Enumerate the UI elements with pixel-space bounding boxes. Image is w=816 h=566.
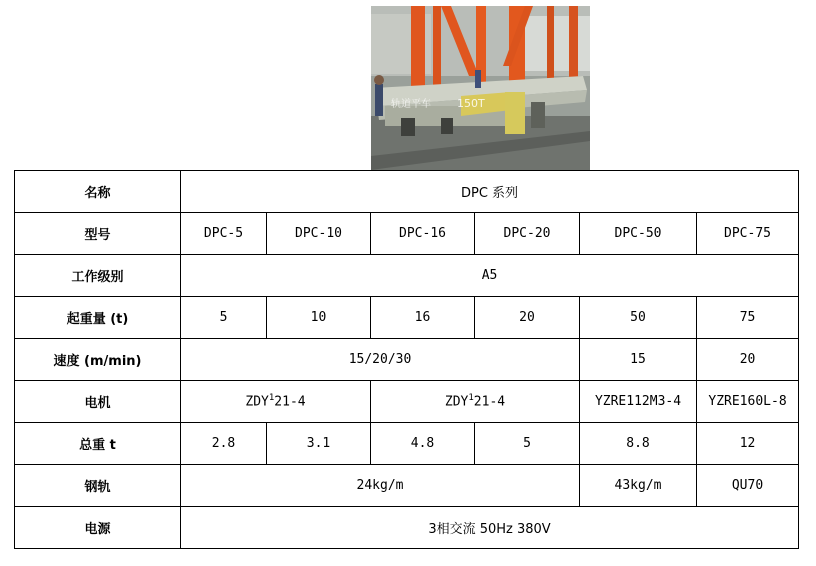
spec-table	[14, 170, 799, 549]
table-cell: DPC-5	[181, 213, 267, 255]
table-cell: 3相交流 50Hz 380V	[181, 507, 799, 549]
table-cell: 5	[475, 423, 580, 465]
table-row	[15, 339, 799, 381]
table-row	[15, 507, 799, 549]
table-cell: QU70	[697, 465, 799, 507]
table-cell: 16	[371, 297, 475, 339]
table-cell: DPC-20	[475, 213, 580, 255]
table-cell: A5	[181, 255, 799, 297]
table-cell: 4.8	[371, 423, 475, 465]
table-cell: DPC-75	[697, 213, 799, 255]
table-cell: 2.8	[181, 423, 267, 465]
table-cell: 3.1	[267, 423, 371, 465]
cell-text: ZDY	[444, 394, 469, 410]
table-cell: 10	[267, 297, 371, 339]
table-cell: 15	[580, 339, 697, 381]
row-label: 工作级别	[15, 255, 181, 297]
row-label: 总重 t	[15, 423, 181, 465]
table-row	[15, 381, 799, 423]
row-label: 电机	[15, 381, 181, 423]
cell-superscript: 1	[468, 393, 474, 404]
table-cell: 15/20/30	[181, 339, 580, 381]
table-row	[15, 297, 799, 339]
transfer-cart-illustration	[371, 6, 590, 170]
capacity-plate-text: 150T	[457, 97, 485, 110]
row-label: 钢轨	[15, 465, 181, 507]
table-cell: DPC-10	[267, 213, 371, 255]
table-cell	[181, 381, 371, 423]
row-label: 起重量 (t)	[15, 297, 181, 339]
table-cell: 12	[697, 423, 799, 465]
cell-superscript: 1	[268, 393, 275, 404]
table-cell: 20	[697, 339, 799, 381]
table-cell: 50	[580, 297, 697, 339]
cell-text-tail: 21-4	[473, 394, 506, 410]
table-row	[15, 213, 799, 255]
table-row	[15, 465, 799, 507]
table-cell: DPC-16	[371, 213, 475, 255]
spec-table-body	[15, 171, 799, 549]
row-label: 型号	[15, 213, 181, 255]
product-photo	[371, 6, 590, 170]
table-cell: YZRE112M3-4	[580, 381, 697, 423]
table-cell: DPC-50	[580, 213, 697, 255]
table-cell: 5	[181, 297, 267, 339]
row-label: 名称	[15, 171, 181, 213]
cell-text-tail: 21-4	[274, 394, 306, 410]
table-cell: 75	[697, 297, 799, 339]
table-row	[15, 171, 799, 213]
table-cell: YZRE160L-8	[697, 381, 799, 423]
table-cell: 8.8	[580, 423, 697, 465]
table-cell: DPC 系列	[181, 171, 799, 213]
row-label: 速度 (m/min)	[15, 339, 181, 381]
table-cell: 20	[475, 297, 580, 339]
row-label: 电源	[15, 507, 181, 549]
table-row	[15, 423, 799, 465]
cell-text: ZDY	[245, 394, 269, 410]
table-cell	[371, 381, 580, 423]
table-row	[15, 255, 799, 297]
cart-side-text: 轨道平车	[391, 99, 431, 110]
table-cell: 43kg/m	[580, 465, 697, 507]
table-cell: 24kg/m	[181, 465, 580, 507]
